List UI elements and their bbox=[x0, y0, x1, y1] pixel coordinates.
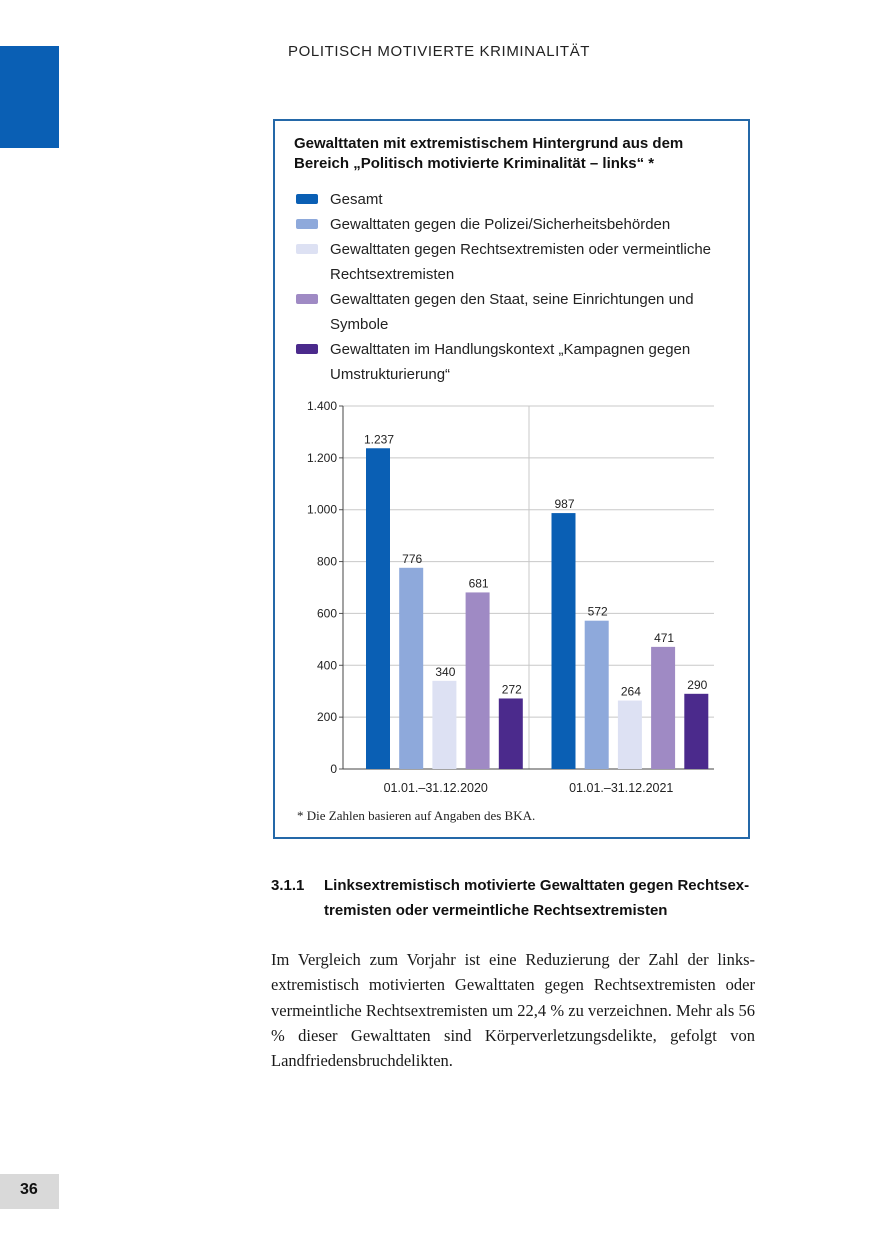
bar bbox=[466, 592, 490, 769]
bar bbox=[651, 647, 675, 769]
data-label: 264 bbox=[620, 684, 641, 699]
chart-title: Gewalttaten mit extremistischem Hintergrund aus dem Bereich „Politisch motivierte Kriminalität – links“ * bbox=[294, 135, 684, 172]
chapter-color-tab bbox=[0, 46, 59, 148]
data-label: 272 bbox=[501, 682, 522, 697]
chart-footnote: * Die Zahlen basieren auf Angaben des BKA. bbox=[297, 808, 536, 823]
bar bbox=[399, 568, 423, 769]
chart-figure bbox=[273, 119, 750, 839]
bar bbox=[552, 513, 576, 769]
y-tick-label: 800 bbox=[316, 554, 337, 569]
data-label: 1.237 bbox=[363, 432, 395, 447]
bar bbox=[499, 698, 523, 769]
legend-swatch bbox=[296, 219, 318, 229]
page-number-box bbox=[0, 1174, 59, 1209]
bar bbox=[684, 694, 708, 769]
legend-swatch bbox=[296, 294, 318, 304]
data-label: 340 bbox=[435, 664, 456, 679]
legend-label: Gesamt bbox=[330, 191, 383, 208]
section-heading bbox=[271, 873, 755, 923]
data-label: 776 bbox=[402, 551, 423, 566]
bar bbox=[366, 448, 390, 769]
page-number: 36 bbox=[20, 1181, 38, 1198]
legend-item bbox=[294, 287, 734, 337]
legend-item bbox=[294, 187, 734, 212]
legend-label: Gewalttaten gegen Rechtsextremisten oder vermeintliche Rechtsextremisten bbox=[330, 241, 712, 283]
y-tick-label: 600 bbox=[316, 606, 337, 621]
legend-item bbox=[294, 237, 734, 287]
legend-label: Gewalttaten gegen den Staat, seine Einrichtungen und Symbole bbox=[330, 291, 694, 333]
bar bbox=[432, 681, 456, 769]
legend-item bbox=[294, 212, 734, 237]
data-label: 681 bbox=[468, 576, 489, 591]
y-tick-label: 1.400 bbox=[306, 399, 337, 413]
x-category-label: 01.01.–31.12.2021 bbox=[569, 781, 674, 795]
legend-swatch bbox=[296, 344, 318, 354]
legend-label: Gewalttaten gegen die Polizei/Sicherheitsbehörden bbox=[330, 216, 671, 233]
bar-chart bbox=[275, 393, 748, 805]
bar bbox=[585, 621, 609, 769]
chart-legend bbox=[294, 187, 734, 387]
data-label: 471 bbox=[654, 630, 675, 645]
legend-swatch bbox=[296, 194, 318, 204]
body-paragraph: Im Vergleich zum Vorjahr ist eine Reduzierung der Zahl der links- extremistisch motivierten Gewalttaten gegen Rechtsextremisten oder vermeintliche Rechtsextremisten um 22,4 % zu verzeichnen. Mehr als 56 % dieser Gewalttaten sind Körperverletzungsdelikte, gefolgt von Landfriedensbruchdelikten. bbox=[271, 950, 755, 1071]
legend-label: Gewalttaten im Handlungskontext „Kampagnen gegen Umstrukturierung“ bbox=[330, 341, 691, 383]
section-number: 3.1.1 bbox=[271, 877, 305, 894]
data-label: 290 bbox=[687, 677, 708, 692]
y-tick-label: 1.000 bbox=[306, 502, 337, 517]
section-title: Linksextremistisch motivierte Gewalttaten gegen Rechtsex- tremisten oder vermeintliche Rechtsextremisten bbox=[324, 877, 750, 919]
data-label: 987 bbox=[554, 497, 575, 512]
y-tick-label: 1.200 bbox=[306, 450, 337, 465]
x-category-label: 01.01.–31.12.2020 bbox=[383, 781, 488, 795]
running-header: POLITISCH MOTIVIERTE KRIMINALITÄT bbox=[288, 43, 591, 60]
legend-swatch bbox=[296, 244, 318, 254]
legend-item bbox=[294, 337, 734, 387]
bar bbox=[618, 701, 642, 769]
y-tick-label: 200 bbox=[316, 710, 337, 725]
chart-area bbox=[275, 393, 748, 810]
y-tick-label: 0 bbox=[330, 762, 337, 776]
data-label: 572 bbox=[587, 604, 608, 619]
y-tick-label: 400 bbox=[316, 658, 337, 673]
